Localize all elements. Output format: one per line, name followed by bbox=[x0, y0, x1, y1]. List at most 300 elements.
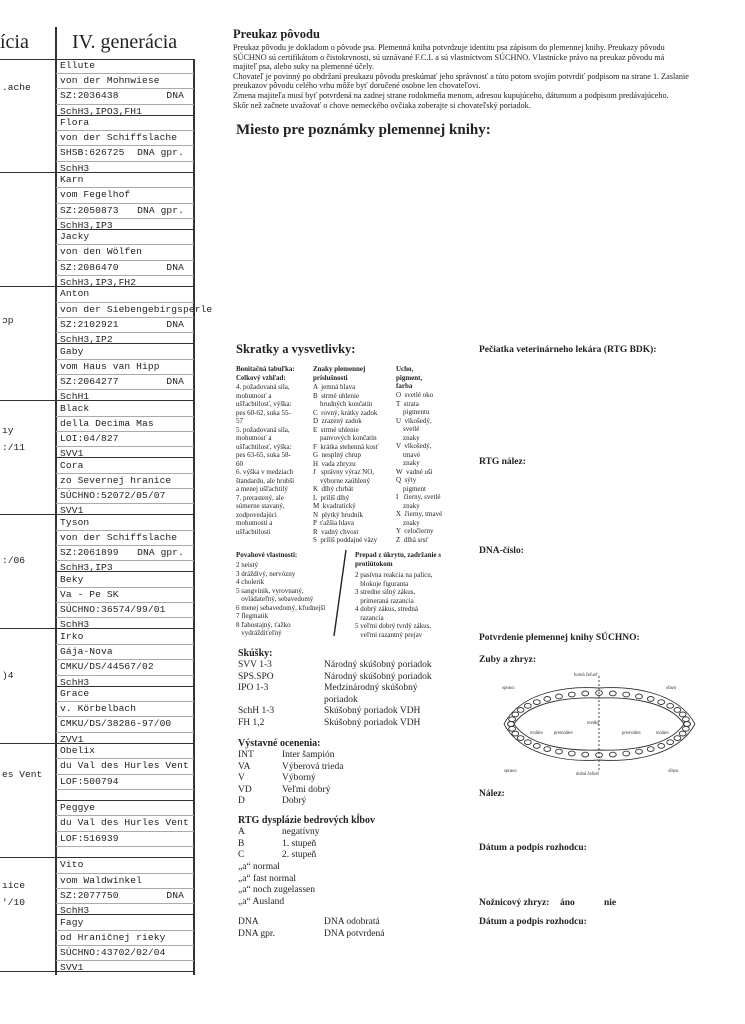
dog-registration bbox=[56, 602, 194, 617]
legend-value: DNA odobratá bbox=[324, 917, 380, 927]
dog-entry bbox=[56, 230, 194, 287]
list-item: 4 dobrý zákus, stredná bbox=[355, 605, 418, 613]
legend-value: Skúšobný poriadok VDH bbox=[324, 706, 421, 716]
dog-reg-number: SZ:2077750 bbox=[60, 889, 119, 901]
dog-registration bbox=[56, 431, 194, 446]
dog-kennel: von den Wölfen bbox=[56, 244, 194, 259]
noznicovy-label: Nožnicový zhryz: bbox=[479, 898, 550, 908]
preukaz-text bbox=[233, 43, 733, 110]
dog-dna: DNA gpr. bbox=[137, 547, 184, 559]
legend-value: 1. stupeň bbox=[282, 838, 317, 849]
dog-name: Flora bbox=[60, 117, 90, 129]
pedigree-header bbox=[0, 27, 194, 60]
list-item: 5 sangvinik, vyrovnaný, bbox=[236, 586, 304, 595]
dog-titles: SchH3,IP3,FH2 bbox=[56, 275, 194, 289]
list-item: E strmé uhlenie bbox=[313, 425, 359, 434]
dog-name: Obelix bbox=[60, 745, 96, 757]
dog-kennel: vom Haus van Hipp bbox=[56, 359, 194, 374]
tooth-mark bbox=[684, 722, 691, 727]
legend-value: Medzinárodný skúšobný bbox=[324, 683, 418, 693]
dna-cislo-label: DNA-číslo: bbox=[479, 546, 524, 556]
legend-value: poriadok bbox=[324, 694, 358, 705]
list-item: W vadné uši bbox=[396, 467, 433, 476]
list-item: panvových končatín bbox=[313, 434, 377, 442]
list-item: „a“ noch zugelassen bbox=[238, 885, 316, 895]
legend-value: 2. stupeň bbox=[282, 850, 317, 860]
dog-titles: SchH3,IP3 bbox=[56, 560, 194, 574]
datum-podpis-1: Dátum a podpis rozhodcu: bbox=[479, 843, 587, 853]
header-prev-generation: ícia bbox=[0, 31, 29, 53]
dog-name: Jacky bbox=[60, 231, 90, 243]
legend-row bbox=[238, 827, 468, 839]
legend-row bbox=[238, 839, 468, 851]
dog-kennel: od Hraničnej rieky bbox=[56, 930, 194, 945]
legend-value: negatívny bbox=[282, 827, 320, 837]
preukaz-title: Preukaz pôvodu bbox=[233, 27, 320, 41]
prev-generation-text: .ache bbox=[2, 82, 31, 93]
legend-key: DNA bbox=[238, 917, 259, 927]
list-item: C rovný, krátky zadok bbox=[313, 408, 378, 417]
label-premolare-right: premoláre bbox=[622, 730, 641, 735]
dog-dna: DNA bbox=[166, 375, 184, 387]
dog-kennel: von der Schiffslache bbox=[56, 130, 194, 145]
list-item: 4. požadovaná sila, bbox=[236, 383, 290, 391]
dog-registration bbox=[56, 374, 194, 389]
prev-generation-text: es Vent bbox=[2, 769, 43, 780]
dog-registration bbox=[56, 260, 194, 275]
nalez-label: Nález: bbox=[479, 789, 505, 799]
list-item: P ťažšia hlava bbox=[313, 519, 355, 527]
list-item: zodpovedajúci bbox=[236, 510, 277, 519]
rtg-list bbox=[238, 827, 468, 862]
dog-registration bbox=[56, 774, 194, 789]
legend-value: Národný skúšobný poriadok bbox=[324, 671, 432, 682]
dog-name: Grace bbox=[60, 688, 90, 700]
datum-podpis-2: Dátum a podpis rozhodcu: bbox=[479, 917, 587, 927]
znaky-title: Znaky plemennej príslušnosti bbox=[313, 365, 366, 382]
list-item: D zrazený zadok bbox=[313, 417, 362, 425]
dog-kennel: della Decima Mas bbox=[56, 416, 194, 431]
legend-key: VA bbox=[238, 761, 251, 772]
list-item: 3 stredne silný zákus, bbox=[355, 588, 416, 596]
legend-value: Národný skúšobný poriadok bbox=[324, 660, 432, 670]
label-right-bottom: vľavo bbox=[668, 768, 679, 773]
list-item: 5. požadovaná sila, bbox=[236, 425, 290, 434]
list-item: pigmentu bbox=[396, 408, 430, 416]
dog-name: Anton bbox=[60, 288, 90, 300]
legend-key bbox=[238, 695, 324, 707]
dog-name: Irko bbox=[60, 631, 84, 642]
dog-kennel: v. Körbelbach bbox=[56, 701, 194, 716]
list-item: K dlhý chrbát bbox=[313, 485, 354, 493]
tooth-mark bbox=[524, 703, 531, 708]
list-item: 2 neistý bbox=[236, 561, 258, 569]
dog-titles: SVV1 bbox=[56, 503, 194, 517]
dog-titles: SchH3,IPO3,FH1 bbox=[56, 104, 194, 118]
dog-entry bbox=[56, 630, 194, 687]
list-item: T strata bbox=[396, 399, 419, 408]
dog-registration bbox=[56, 831, 194, 846]
tooth-mark bbox=[679, 712, 686, 717]
tooth-mark bbox=[524, 740, 531, 745]
dog-reg-number: SZ:2064277 bbox=[60, 375, 119, 387]
list-item: A jemná hlava bbox=[313, 383, 356, 391]
potvrdenie-label: Potvrdenie plemennej knihy SÚCHNO: bbox=[479, 633, 640, 643]
list-item: Y celočierny bbox=[396, 527, 434, 535]
tooth-mark bbox=[623, 751, 630, 756]
legend-value: Inter šampión bbox=[282, 750, 335, 760]
list-item: N plytký hrudník bbox=[313, 510, 363, 519]
dog-reg-number: CMKU/DS/38286-97/00 bbox=[60, 718, 172, 730]
dog-reg-number: SÚCHNO:52072/05/07 bbox=[60, 490, 166, 502]
legend-value: Dobrý bbox=[282, 796, 307, 806]
preukaz-line: Preukaz pôvodu je dokladom o pôvode psa. Plemenná kniha potvrdzuje identitu psa zápisom do plemennej knihy. Preukazy pôvodu bbox=[233, 43, 665, 52]
list-item: V vlkošedý, bbox=[396, 442, 432, 450]
dog-name: Peggye bbox=[60, 802, 96, 814]
dog-kennel: vom Waldwinkel bbox=[56, 873, 194, 888]
header-fourth-generation: IV. generácia bbox=[72, 31, 178, 53]
dog-titles: SVV1 bbox=[56, 446, 194, 460]
dog-reg-number: CMKU/DS/44567/02 bbox=[60, 661, 154, 673]
legend-key: SchH 1-3 bbox=[238, 706, 275, 716]
label-molare-left: moláre bbox=[530, 730, 543, 735]
list-item: 8 ľahostajný, ťažko bbox=[236, 620, 291, 629]
dog-entry bbox=[56, 345, 194, 402]
list-item: znaky bbox=[396, 501, 420, 510]
label-molare-right: moláre bbox=[656, 730, 669, 735]
skusky-list bbox=[238, 660, 468, 729]
tooth-mark bbox=[512, 712, 519, 717]
list-item: znaky bbox=[396, 518, 420, 527]
legend-row bbox=[238, 850, 468, 862]
list-item: 5 veľmi dobrý tvrdý zákus, bbox=[355, 622, 432, 630]
tooth-mark bbox=[544, 697, 551, 702]
list-item: 7 flegmatik bbox=[236, 612, 269, 620]
label-upper-jaw: horná čeľusť bbox=[574, 672, 598, 677]
list-item: súmerne stavaný, bbox=[236, 502, 285, 510]
skusky-title: Skúšky: bbox=[238, 648, 273, 659]
prev-generation-text: :/11 bbox=[2, 442, 26, 453]
tooth-mark bbox=[568, 692, 575, 697]
tooth-mark bbox=[533, 744, 540, 749]
legend-key: DNA gpr. bbox=[238, 928, 275, 939]
list-item: G nesplný chrup bbox=[313, 451, 362, 459]
dog-dna: DNA gpr. bbox=[137, 147, 184, 159]
list-item: 60 bbox=[236, 459, 243, 468]
dog-kennel: vom Fegelhof bbox=[56, 187, 194, 202]
dog-titles: SchH3 bbox=[56, 161, 194, 175]
dog-name: Gaby bbox=[60, 345, 84, 357]
peciatka-label: Pečiatka veterinárneho lekára (RTG BDK): bbox=[479, 345, 657, 355]
list-item: U vlkošedý, bbox=[396, 416, 432, 425]
dog-registration bbox=[56, 203, 194, 218]
zuby-label: Zuby a zhryz: bbox=[479, 655, 536, 665]
list-item: Q sýty bbox=[396, 476, 417, 484]
dog-registration bbox=[56, 888, 194, 903]
dog-kennel: Gája-Nova bbox=[56, 644, 194, 659]
dog-kennel: du Val des Hurles Vent bbox=[56, 815, 194, 830]
tooth-mark bbox=[517, 708, 524, 713]
dog-kennel: Va - Pe SK bbox=[56, 587, 194, 602]
list-item: pes 63-65, suka 58- bbox=[236, 451, 291, 459]
tooth-mark bbox=[509, 726, 516, 731]
dog-reg-number: SZ:2086470 bbox=[60, 261, 119, 273]
bonitacna-title: Bonitačná tabuľka: Celkový vzhľad: bbox=[236, 365, 295, 382]
tooth-mark bbox=[667, 703, 674, 708]
legend-key: SPS.SPO bbox=[238, 671, 274, 682]
list-item: 3 dráždivý, nervózny bbox=[236, 569, 296, 578]
list-item: ušľachtilosť, výška: bbox=[236, 400, 292, 408]
vystavne-list bbox=[238, 750, 468, 808]
prev-generation-text: )4 bbox=[2, 670, 14, 681]
list-item: 2 pasívna reakcia na palicu, bbox=[355, 571, 433, 579]
list-item: výborne zaúhlený bbox=[313, 476, 370, 485]
list-item: mohutnosť a bbox=[236, 434, 272, 442]
dog-registration bbox=[56, 545, 194, 560]
prev-generation-cell bbox=[0, 858, 55, 972]
pedigree-table bbox=[0, 27, 213, 975]
tooth-mark bbox=[544, 747, 551, 752]
tooth-mark bbox=[658, 700, 665, 705]
legend-row bbox=[238, 706, 468, 718]
tooth-mark bbox=[582, 752, 589, 757]
dog-titles: SchH3 bbox=[56, 903, 194, 917]
dog-registration bbox=[56, 945, 194, 960]
tooth-mark bbox=[568, 751, 575, 756]
dog-reg-number: SÚCHNO:43702/02/04 bbox=[60, 946, 166, 958]
list-item: a menej ušľachtilý bbox=[236, 485, 288, 493]
preukaz-line: Skôr než začnete uvažovať o chove nemeckého ovčiaka zoberajte si chovateľský poriadok. bbox=[233, 100, 531, 110]
dog-name: Cora bbox=[60, 459, 84, 471]
dog-reg-number: SÚCHNO:36574/99/01 bbox=[60, 604, 166, 616]
dog-entry bbox=[56, 287, 213, 345]
prev-generation-cell bbox=[0, 402, 55, 516]
list-item: I čierny, svetlé bbox=[396, 493, 441, 501]
prev-generation-cell bbox=[0, 744, 55, 858]
dog-kennel: zo Severnej hranice bbox=[56, 473, 194, 488]
prev-generation-cell bbox=[0, 59, 55, 173]
preukaz-line: Chovateľ je povinný po obdržaní preukazu pôvodu preskúmať jeho správnosť a túto potom svojím potvrdiť podpisom na strane 1. Zaslanie bbox=[233, 71, 689, 81]
dog-dna: DNA gpr. bbox=[137, 204, 184, 216]
tooth-mark bbox=[512, 731, 519, 736]
dog-reg-number: LOI:04/827 bbox=[60, 432, 119, 444]
legend-row bbox=[238, 917, 468, 929]
dog-titles: SchH3,IP3 bbox=[56, 218, 194, 232]
legend-key: INT bbox=[238, 750, 254, 760]
dog-reg-number: SHSB:626725 bbox=[60, 147, 125, 159]
tooth-mark bbox=[582, 691, 589, 696]
dog-reg-number: SZ:2036438 bbox=[60, 90, 119, 102]
dog-entry bbox=[56, 402, 194, 459]
tooth-mark bbox=[683, 717, 690, 722]
dog-name: Beky bbox=[60, 573, 84, 585]
legend-row bbox=[238, 695, 468, 707]
tooth-mark bbox=[556, 749, 563, 754]
prev-generation-cell bbox=[0, 516, 55, 630]
dog-entry bbox=[56, 858, 194, 915]
dog-name: Ellute bbox=[60, 60, 96, 71]
legend-key: VD bbox=[238, 784, 252, 795]
dog-name: Vito bbox=[60, 859, 84, 871]
dog-kennel: du Val des Hurles Vent bbox=[56, 758, 194, 773]
tooth-mark bbox=[509, 717, 516, 722]
legend-key: V bbox=[238, 773, 245, 783]
list-item: razancia bbox=[355, 613, 384, 622]
dog-kennel: von der Siebengebirgsperle bbox=[56, 302, 194, 317]
dog-reg-number: LOF:500794 bbox=[60, 775, 119, 787]
tooth-mark bbox=[658, 744, 665, 749]
label-rezaky: rezáky bbox=[587, 720, 600, 725]
notes-title: Miesto pre poznámky plemennej knihy: bbox=[236, 122, 491, 138]
list-item: mohutnosti a bbox=[236, 519, 273, 527]
list-item: „a“ normal bbox=[238, 862, 280, 872]
ano-option: áno bbox=[560, 898, 575, 908]
preukaz-line: majiteľ psa, alebo suky na plemenné účely. bbox=[233, 62, 375, 72]
list-item: L príliš dlhý bbox=[313, 493, 350, 502]
dna-list bbox=[238, 917, 468, 940]
legend-row bbox=[238, 796, 468, 808]
legend-key: D bbox=[238, 796, 245, 806]
legend-key: SVV 1-3 bbox=[238, 660, 272, 670]
dog-kennel: von der Mohnwiese bbox=[56, 73, 194, 88]
tooth-mark bbox=[636, 694, 643, 699]
dog-dna: DNA bbox=[166, 889, 184, 901]
list-item: veľmi razantný prejav bbox=[355, 630, 423, 639]
znaky-list bbox=[313, 383, 393, 545]
legend-row bbox=[238, 762, 468, 774]
dog-dna: DNA bbox=[166, 90, 184, 102]
legend-row bbox=[238, 718, 468, 730]
list-item: tmavé bbox=[396, 450, 421, 459]
legend-key: B bbox=[238, 838, 245, 849]
list-item: ušľachtilosti bbox=[236, 527, 271, 536]
dog-entry bbox=[56, 801, 194, 858]
dog-entry bbox=[56, 573, 194, 630]
list-item: „a“ Ausland bbox=[238, 896, 285, 907]
dog-titles: SchH3 bbox=[56, 675, 194, 689]
label-premolare-left: premoláre bbox=[554, 730, 573, 735]
list-item: mohutnosť a bbox=[236, 391, 272, 400]
vystavne-title: Výstavné ocenenia: bbox=[238, 738, 321, 749]
tooth-mark bbox=[679, 731, 686, 736]
dog-reg-number: SZ:2102921 bbox=[60, 318, 119, 330]
ucho-list bbox=[396, 391, 461, 544]
legend-row bbox=[238, 773, 468, 785]
list-item: X čierny, tmavé bbox=[396, 510, 443, 518]
list-item: 6. výška v medziach bbox=[236, 468, 294, 476]
bonitacna-list bbox=[236, 383, 316, 536]
povaha-title: Povahové vlastnosti: bbox=[236, 551, 298, 559]
legend-row bbox=[238, 683, 468, 695]
list-item: pes 60-62, suka 55- bbox=[236, 408, 291, 417]
list-item: blokuje figuranta bbox=[355, 579, 409, 588]
tooth-mark bbox=[556, 694, 563, 699]
tooth-mark bbox=[609, 752, 616, 757]
prev-generation-cell bbox=[0, 173, 55, 287]
legend-value: Výberová trieda bbox=[282, 761, 344, 772]
label-left: vpravo bbox=[502, 685, 515, 690]
list-item: „a“ fast normal bbox=[238, 873, 297, 884]
list-item: pigment bbox=[396, 484, 426, 493]
list-item: hrudných končatín bbox=[313, 400, 373, 408]
legend-value: Výborný bbox=[282, 773, 316, 783]
dog-titles: SchH1 bbox=[56, 389, 194, 403]
dog-reg-number: SZ:2061899 bbox=[60, 547, 119, 559]
dog-registration bbox=[56, 659, 194, 674]
dog-name: Black bbox=[60, 402, 90, 414]
tooth-mark bbox=[683, 726, 690, 731]
dog-titles: SchH3 bbox=[56, 617, 194, 631]
preukaz-line: Zmena majiteľa musí byť potvrdená na zadnej strane rodokmeňa menom, adresou kupujúceho, dátumom a podpisom predávajúceho. bbox=[233, 90, 669, 100]
separator-slash bbox=[330, 548, 350, 638]
legend-value: Skúšobný poriadok VDH bbox=[324, 717, 421, 728]
dog-entry bbox=[56, 173, 194, 230]
dog-registration bbox=[56, 317, 194, 332]
label-left-bottom: vpravo bbox=[504, 768, 517, 773]
tooth-mark bbox=[508, 722, 515, 727]
prev-generation-text: ıy bbox=[2, 425, 14, 436]
legend-row bbox=[238, 785, 468, 797]
legend-value: DNA potvrdená bbox=[324, 928, 385, 939]
preukaz-line: SÚCHNO sú certifikátom o čistokrvnosti, sú uznávané F.C.I. a sú vlastníctvom SÚCHNO. Vlastnícke právo na preukaz pôvodu má bbox=[233, 52, 665, 62]
list-item: S príliš poddajné väzy bbox=[313, 536, 378, 544]
legend-key: C bbox=[238, 850, 245, 860]
rtg-nalez-label: RTG nález: bbox=[479, 457, 526, 467]
prev-generation-cell bbox=[0, 630, 55, 744]
tooth-mark bbox=[609, 691, 616, 696]
list-item: znaky bbox=[396, 459, 420, 467]
ucho-title: Ucho, pigment, farba bbox=[396, 365, 423, 390]
list-item: znaky bbox=[396, 433, 420, 442]
dog-registration bbox=[56, 88, 194, 103]
dog-kennel: von der Schiffslache bbox=[56, 530, 194, 545]
legend-key: A bbox=[238, 827, 245, 837]
dog-registration bbox=[56, 488, 194, 503]
teeth-diagram bbox=[492, 672, 707, 776]
list-item: R vadný chvost bbox=[313, 527, 359, 536]
dog-entry bbox=[56, 516, 194, 573]
dog-titles: SVV1 bbox=[56, 960, 194, 974]
list-item: vydráždiťeľný bbox=[236, 629, 282, 637]
prev-generation-text: '/10 bbox=[2, 897, 26, 908]
list-item: ušľachtilosť, výška: bbox=[236, 442, 292, 451]
rtg-title: RTG dysplázie bedrových kĺbov bbox=[238, 815, 375, 826]
dog-reg-number: LOF:516939 bbox=[60, 832, 119, 844]
prev-generation-text: ıice bbox=[2, 880, 26, 891]
dog-entry bbox=[56, 459, 194, 516]
dog-name: Karn bbox=[60, 174, 84, 186]
tooth-mark bbox=[674, 708, 681, 713]
legend-key: IPO 1-3 bbox=[238, 683, 269, 693]
list-item: primeraná razancia bbox=[355, 596, 414, 605]
list-item: F krátka stehenná kosť bbox=[313, 442, 379, 451]
nie-option: nie bbox=[604, 898, 617, 908]
preukaz-line: preukazov pôvodu celého vrhu môže byť doručené osobne len chovateľovi. bbox=[233, 81, 481, 91]
tooth-mark bbox=[674, 736, 681, 741]
list-item: B strmé uhlenie bbox=[313, 391, 360, 400]
prev-generation-cell bbox=[0, 287, 55, 401]
prev-generation-text: :/06 bbox=[2, 555, 26, 566]
label-lower-jaw: dolná čeľusť bbox=[576, 771, 600, 776]
label-right: vľavo bbox=[666, 685, 677, 690]
rtg-quotes bbox=[238, 862, 468, 908]
prepad-title: Prepad z úkrytu, zadržanie s protiútokom bbox=[355, 551, 442, 568]
dog-titles: SchH3,IP2 bbox=[56, 332, 194, 346]
legend-key: FH 1,2 bbox=[238, 717, 265, 728]
list-item: štandardu, ale hrubší bbox=[236, 476, 295, 485]
dog-name: Tyson bbox=[60, 516, 90, 528]
dog-titles: ZVV1 bbox=[56, 732, 194, 746]
